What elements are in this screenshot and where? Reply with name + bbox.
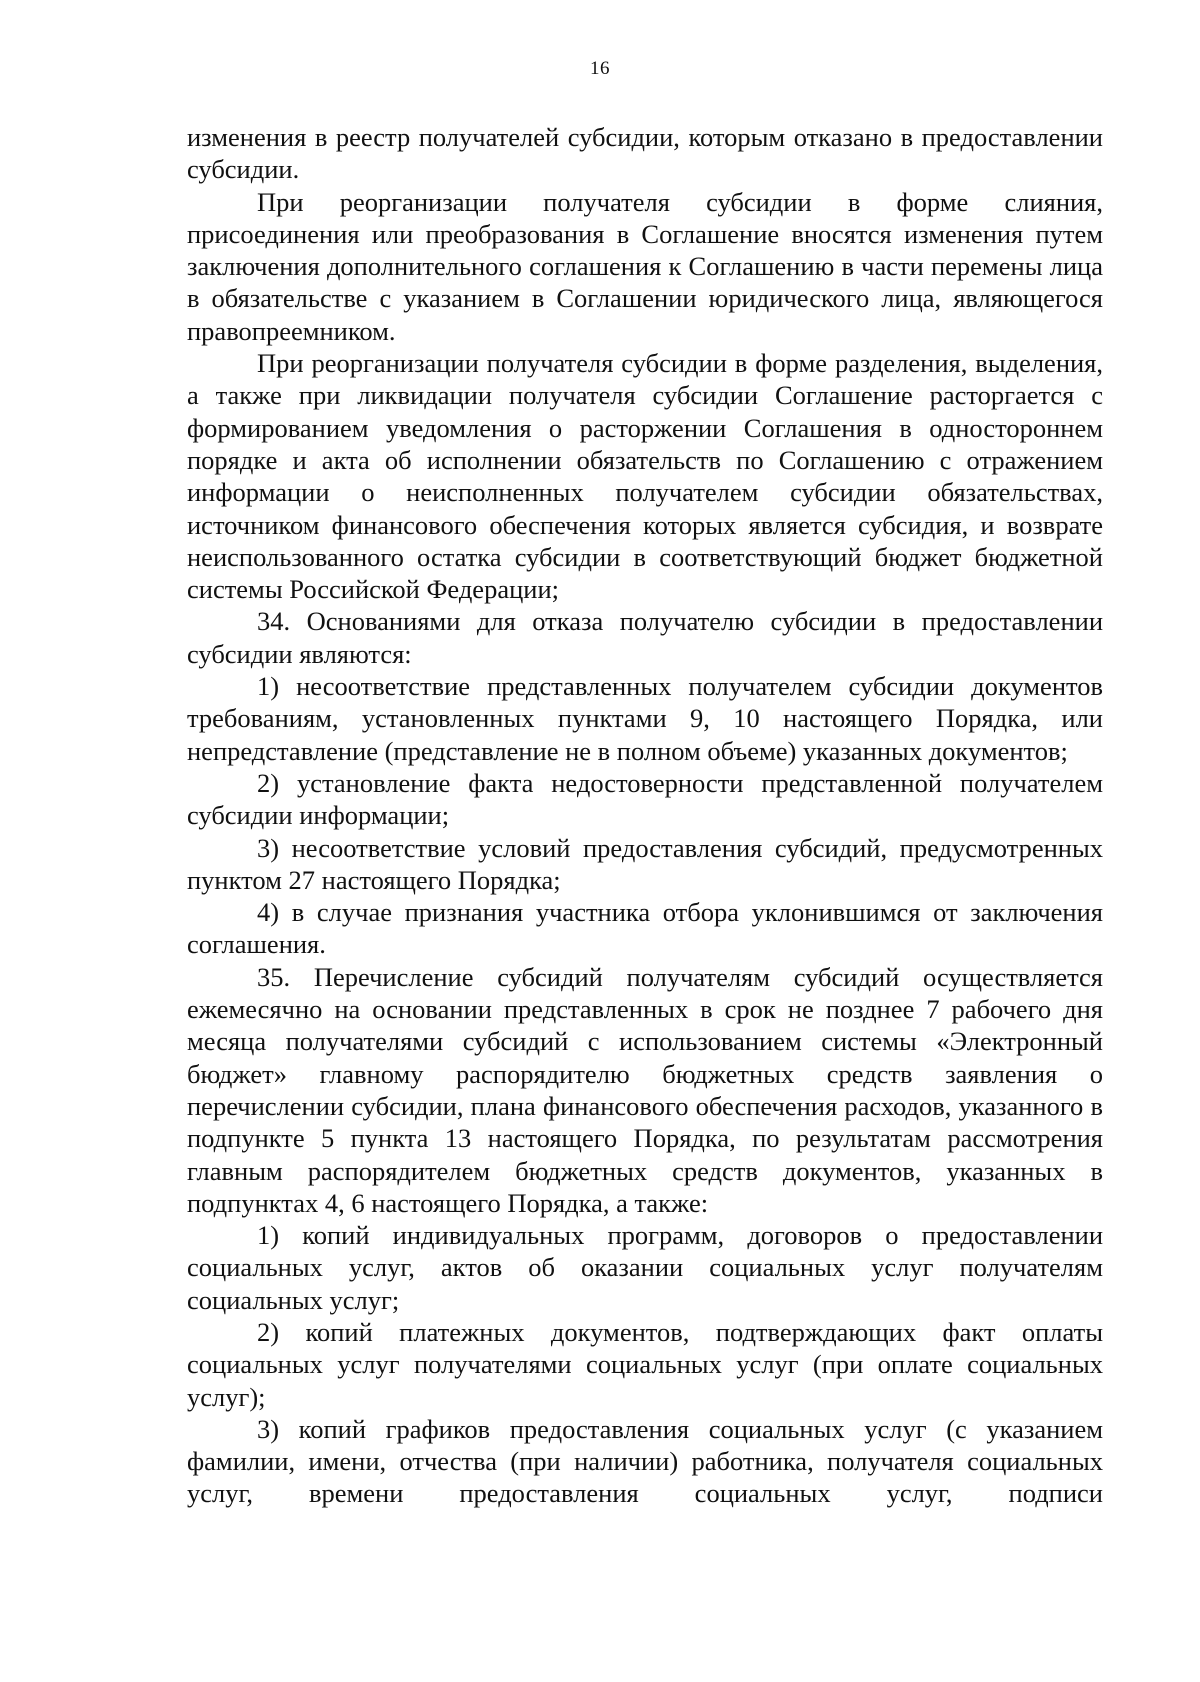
paragraph-item-34: 34. Основаниями для отказа получателю субсидии в предоставлении субсидии являются: xyxy=(187,606,1103,669)
list-item-34-3: 3) несоответствие условий предоставления субсидий, предусмотренных пунктом 27 настоящего Порядка; xyxy=(187,832,1103,895)
page-number: 16 xyxy=(590,58,610,79)
paragraph-reorganization-merger: При реорганизации получателя субсидии в форме слияния, присоединения или преобразования в Соглашение вносятся изменения путем заключения дополнительного соглашения к Соглашению в части перемены лица в обязательстве с указанием в Соглашении юридического лица, являющегося правопреемником. xyxy=(187,186,1103,346)
paragraph-item-35: 35. Перечисление субсидий получателям субсидий осуществляется ежемесячно на основании представленных в срок не позднее 7 рабочего дня месяца получателями субсидий с использованием системы «Электронный бюджет» главному распорядителю бюджетных средств заявления о перечислении субсидии, плана финансового обеспечения расходов, указанного в подпункте 5 пункта 13 настоящего Порядка, по результатам рассмотрения главным распорядителем бюджетных средств документов, указанных в подпунктах 4, 6 настоящего Порядка, а также: xyxy=(187,961,1103,1218)
list-item-34-2: 2) установление факта недостоверности представленной получателем субсидии информации; xyxy=(187,767,1103,831)
list-item-35-1: 1) копий индивидуальных программ, договоров о предоставлении социальных услуг, актов об оказании социальных услуг получателям социальных услуг; xyxy=(187,1220,1103,1315)
paragraph-reorganization-division: При реорганизации получателя субсидии в форме разделения, выделения, а также при ликвидации получателя субсидии Соглашение расторгается с формированием уведомления о расторжении Соглашения в одностороннем порядке и акта об исполнении обязательств по Соглашению с отражением информации о неисполненных получателем субсидии обязательствах, источником финансового обеспечения которых является субсидия, и возврате неиспользованного остатка субсидии в соответствующий бюджет бюджетной системы Российской Федерации; xyxy=(187,348,1103,605)
list-item-34-1: 1) несоответствие представленных получателем субсидии документов требованиям, установленных пунктами 9, 10 настоящего Порядка, или непредставление (представление не в полном объеме) указанных документов; xyxy=(187,671,1103,766)
list-item-34-4: 4) в случае признания участника отбора уклонившимся от заключения соглашения. xyxy=(187,897,1103,960)
list-item-35-3: 3) копий графиков предоставления социальных услуг (с указанием фамилии, имени, отчества (при наличии) работника, получателя социальных услуг, времени предоставления социальных услуг, подписи xyxy=(187,1413,1103,1509)
paragraph-continuation: изменения в реестр получателей субсидии, которым отказано в предоставлении субсидии. xyxy=(187,122,1103,185)
list-item-35-2: 2) копий платежных документов, подтверждающих факт оплаты социальных услуг получателями социальных услуг (при оплате социальных услуг); xyxy=(187,1316,1103,1412)
document-body xyxy=(187,121,1103,1510)
